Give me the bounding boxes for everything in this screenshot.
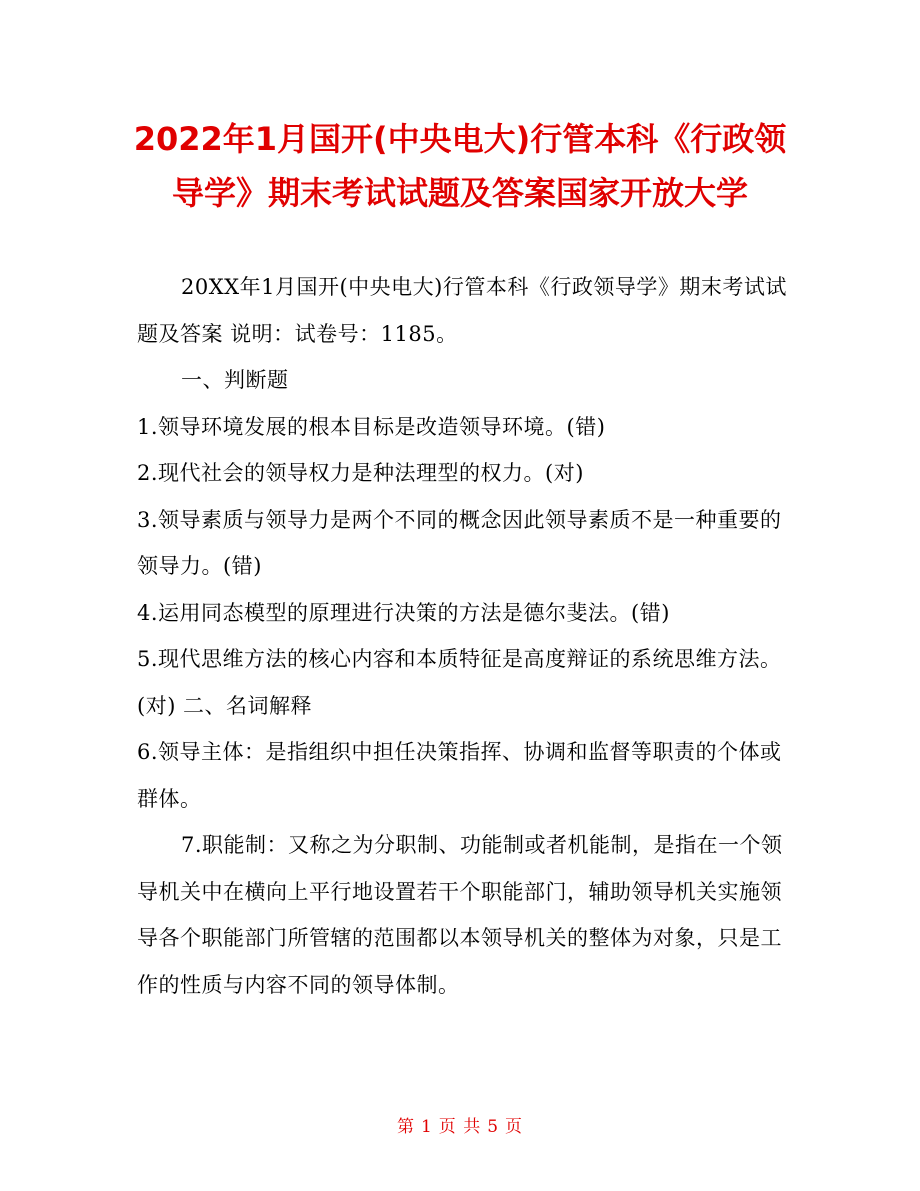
footer-label-of: 页 共: [438, 1117, 482, 1137]
question-item: 1.领导环境发展的根本目标是改造领导环境。(错): [137, 414, 606, 439]
title-line-1: 2022年1月国开(中央电大)行管本科《行政领: [133, 120, 787, 158]
question-item: 6.领导主体：是指组织中担任决策指挥、协调和监督等职责的个体或群体。: [137, 740, 782, 811]
intro-paragraph: 20XX年1月国开(中央电大)行管本科《行政领导学》期末考试试题及答案 说明：试卷号：1185。: [137, 275, 787, 346]
footer-label-page: 第: [396, 1117, 415, 1137]
document-title: [100, 112, 820, 220]
section-heading-judgement: 一、判断题: [181, 368, 289, 392]
footer-total-pages: 5: [487, 1117, 500, 1137]
question-item: 7.职能制：又称之为分职制、功能制或者机能制，是指在一个领导机关中在横向上平行地设置若干个职能部门，辅助领导机关实施领导各个职能部门所管辖的范围都以本领导机关的整体为对象，只是工作的性质与内容不同的领导体制。: [137, 833, 783, 997]
question-item: 2.现代社会的领导权力是种法理型的权力。(对): [137, 461, 584, 485]
footer-label-end: 页: [505, 1117, 524, 1137]
question-item: 3.领导素质与领导力是两个不同的概念因此领导素质不是一种重要的领导力。(错): [137, 507, 782, 578]
footer-current-page: 1: [420, 1117, 433, 1137]
page-footer: [0, 1112, 920, 1137]
question-item: 5.现代思维方法的核心内容和本质特征是高度辩证的系统思维方法。(对) 二、名词解释: [137, 647, 782, 718]
question-item: 4.运用同态模型的原理进行决策的方法是德尔斐法。(错): [137, 600, 670, 625]
title-line-2: 导学》期末考试试题及答案国家开放大学: [171, 174, 748, 212]
document-body: [137, 264, 787, 1008]
